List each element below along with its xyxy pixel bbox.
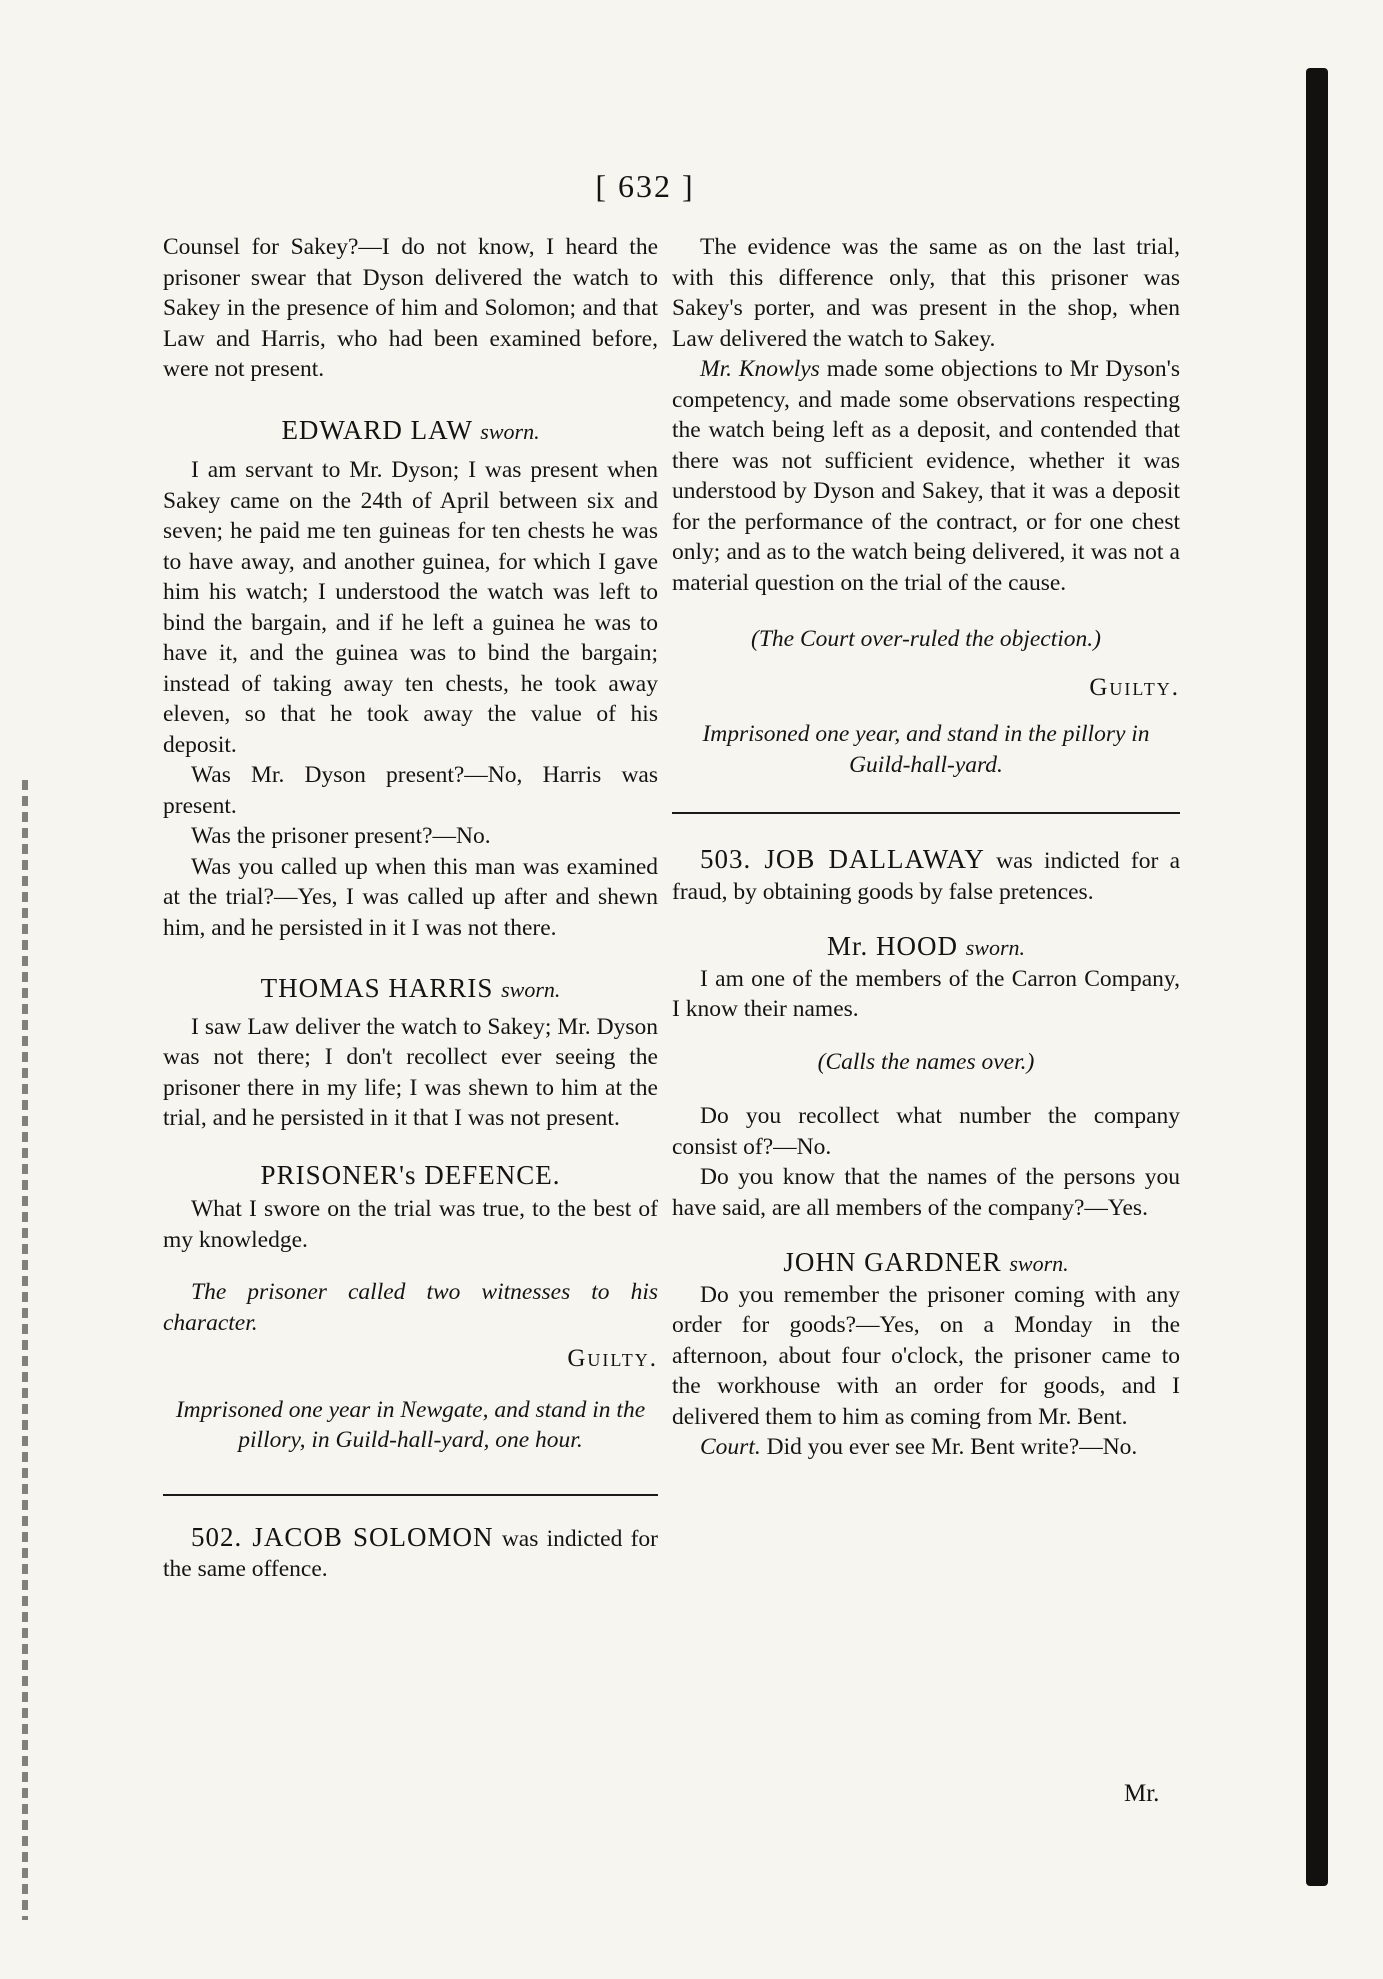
testimony-paragraph: Was Mr. Dyson present?—No, Harris was present. — [163, 762, 658, 819]
testimony-paragraph: Do you know that the names of the persons you have said, are all members of the company?—Yes. — [672, 1164, 1180, 1221]
paragraph-continued: Counsel for Sakey?—I do not know, I heard the prisoner swear that Dyson delivered the watch to Sakey in the presence of him and Solomon; and that Law and Harris, who had been examined before, were not present. — [163, 234, 658, 382]
sentence: Imprisoned one year in Newgate, and stand in the pillory, in Guild-hall-yard, one hour. — [175, 1396, 646, 1453]
witness-name: THOMAS HARRIS — [260, 973, 494, 1003]
witness-heading-law — [163, 415, 658, 448]
testimony-paragraph: Was you called up when this man was examined at the trial?—Yes, I was called up after and shewn him, and he persisted in it I was not there. — [163, 853, 658, 941]
case-title: 503. JOB DALLAWAY — [700, 844, 985, 874]
sworn-label: sworn. — [965, 935, 1026, 960]
case-paragraph — [672, 844, 1180, 907]
right-column — [672, 232, 1180, 1463]
counsel-name: Mr. Knowlys — [700, 356, 820, 382]
testimony-paragraph: Do you recollect what number the company consist of?—No. — [672, 1103, 1180, 1160]
case-text: was indicted for a fraud, by obtaining goods by false pretences. — [672, 848, 1181, 905]
court-note: (The Court over-ruled the objection.) — [751, 626, 1101, 652]
defence-heading: PRISONER's DEFENCE. — [260, 1159, 561, 1190]
testimony-paragraph: I am servant to Mr. Dyson; I was present when Sakey came on the 24th of April between six and seven; he paid me ten guineas for ten chests he was to have away, and another guinea, for which I gave him his watch; I understood the watch was left to bind the bargain, and if he left a guinea he was to have it, and the guinea was to bind the bargain; instead of taking away ten chests, he took away eleven, so that he took away the value of his deposit. — [163, 457, 658, 758]
defence-paragraph: What I swore on the trial was true, to the best of my knowledge. — [163, 1196, 658, 1253]
objection-paragraph — [672, 354, 1180, 598]
witness-name: EDWARD LAW — [281, 414, 473, 445]
evidence-paragraph: The evidence was the same as on the last trial, with this difference only, that this prisoner was Sakey's porter, and was present in the shop, when Law delivered the watch to Sakey. — [672, 234, 1180, 352]
sentence: Imprisoned one year, and stand in the pillory in Guild-hall-yard. — [702, 721, 1150, 778]
testimony-paragraph: I saw Law deliver the watch to Sakey; Mr. Dyson was not there; I don't recollect ever seeing the prisoner there in my life; I was shewn to him at the trial, and he persisted in it that I was not present. — [163, 1013, 658, 1131]
calls-note: (Calls the names over.) — [817, 1048, 1035, 1075]
witness-heading-gardner — [672, 1247, 1180, 1280]
witness-heading-hood — [672, 931, 1180, 964]
left-binding-edge — [22, 780, 28, 1920]
testimony-paragraph: I am one of the members of the Carron Company, I know their names. — [672, 965, 1180, 1022]
witness-name: JOHN GARDNER — [783, 1247, 1002, 1277]
sworn-label: sworn. — [1009, 1251, 1069, 1276]
court-question-text: Did you ever see Mr. Bent write?—No. — [766, 1434, 1138, 1460]
court-label: Court. — [700, 1434, 761, 1460]
verdict: Guilty. — [567, 1345, 658, 1372]
testimony-paragraph: Was the prisoner present?—No. — [191, 823, 491, 849]
sworn-label: sworn. — [480, 418, 540, 444]
objection-text: made some objections to Mr Dyson's competency, and made some observations respecting the watch being left as a deposit, and contended that there was not sufficient evidence, whether it was understood by Dyson and Sakey, that it was a deposit for the performance of the contract, or for one chest only; and as to the watch being delivered, it was not a material question on the trial of the cause. — [672, 356, 1180, 596]
witness-heading-harris — [163, 973, 658, 1006]
verdict: Guilty. — [1089, 673, 1180, 701]
page-number: [ 632 ] — [595, 168, 695, 204]
case-title: 502. JACOB SOLOMON — [191, 1521, 494, 1552]
testimony-paragraph: Do you remember the prisoner coming with any order for goods?—Yes, on a Monday in the afternoon, about four o'clock, the prisoner came to the workhouse with an order for goods, and I delivered them to him as coming from Mr. Bent. — [672, 1281, 1180, 1430]
sworn-label: sworn. — [501, 977, 561, 1002]
case-text: was indicted for the same offence. — [163, 1525, 658, 1582]
right-binding-shadow — [1306, 68, 1328, 1886]
case-paragraph — [163, 1522, 658, 1585]
catchword: Mr. — [1124, 1780, 1160, 1807]
left-column — [163, 232, 658, 1585]
court-question — [672, 1432, 1180, 1463]
witnesses-note: The prisoner called two witnesses to his character. — [163, 1279, 658, 1336]
witness-name: Mr. HOOD — [826, 931, 958, 961]
